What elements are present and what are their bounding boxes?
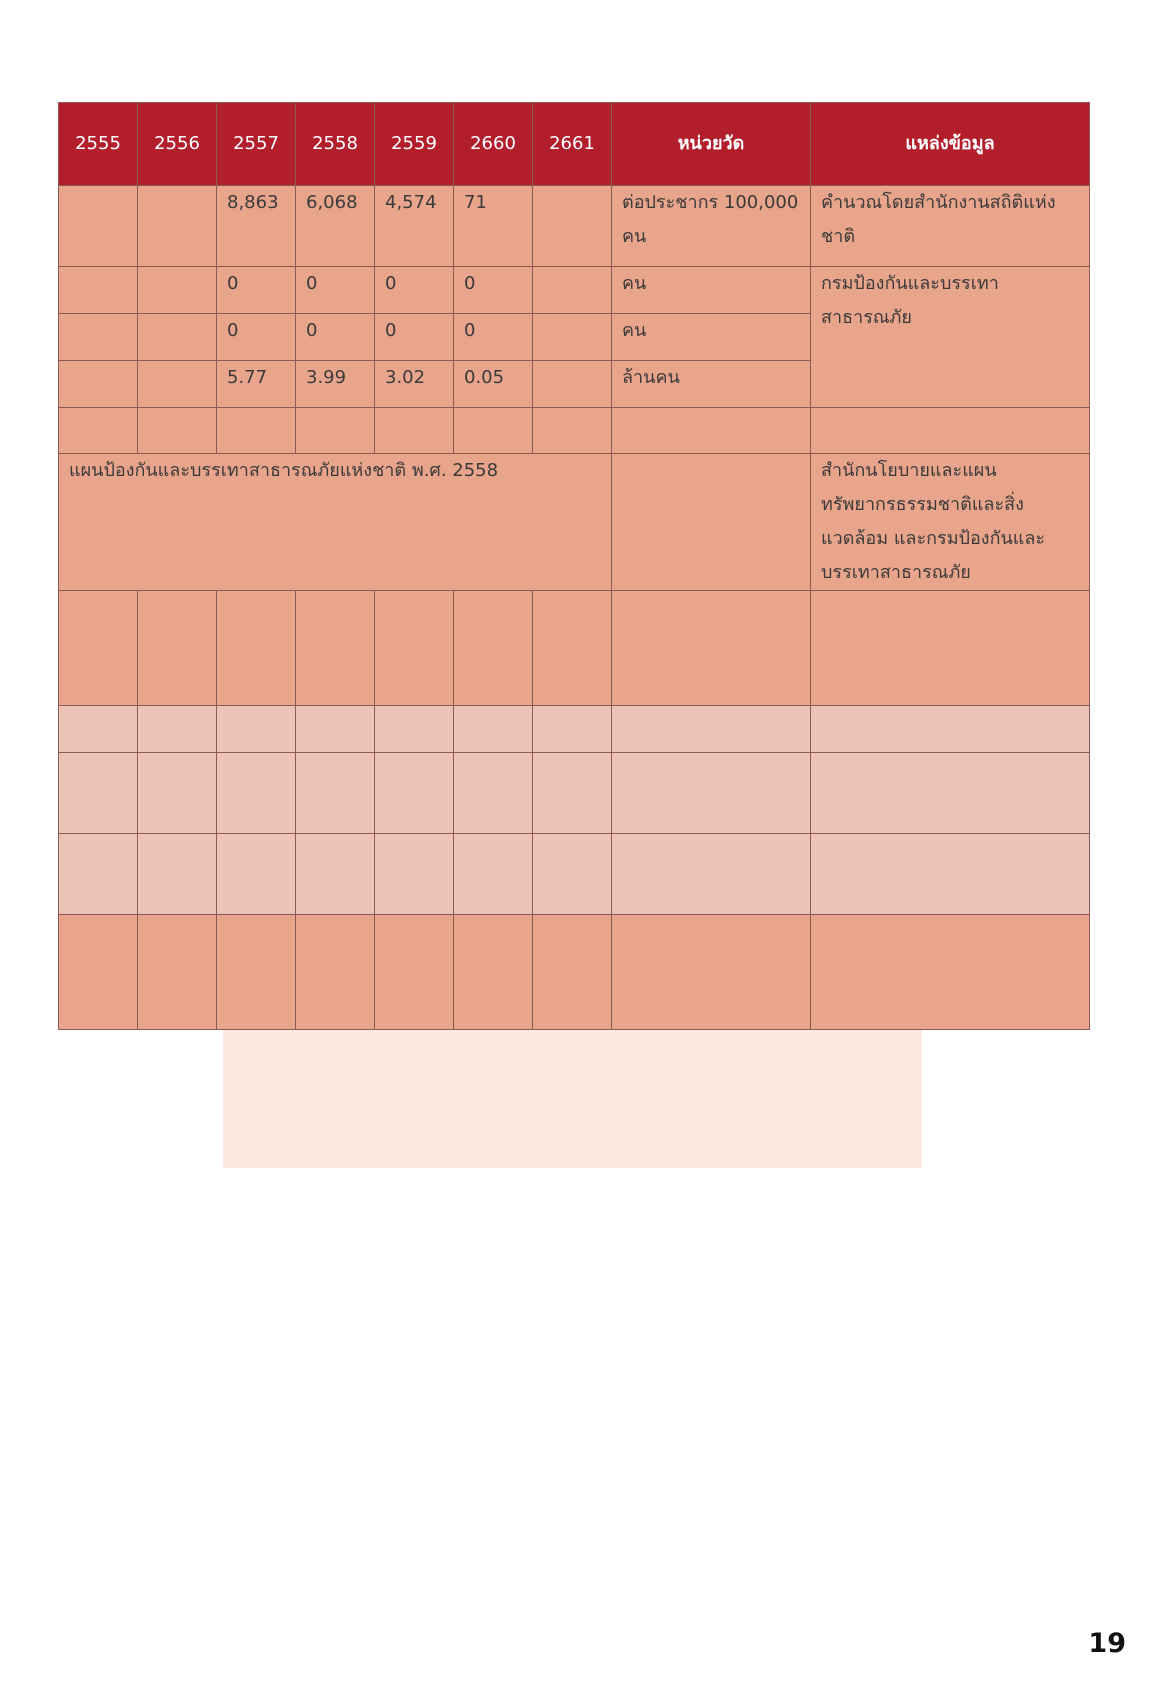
table-cell: [454, 753, 533, 834]
table-cell: [454, 408, 533, 454]
table-cell: [296, 591, 375, 706]
table-cell: 0: [217, 267, 296, 314]
unit-cell: [612, 706, 811, 753]
table-cell: [59, 591, 138, 706]
table-cell: [296, 915, 375, 1030]
table-cell: [454, 591, 533, 706]
table-cell: [533, 753, 612, 834]
table-row: [59, 915, 1090, 1030]
table-cell: [59, 408, 138, 454]
header-year: 2661: [533, 103, 612, 186]
table-cell: [138, 915, 217, 1030]
table-cell: 0: [296, 267, 375, 314]
table-cell: 8,863: [217, 186, 296, 267]
source-cell: [811, 834, 1090, 915]
table-cell: [59, 753, 138, 834]
table-cell: [533, 915, 612, 1030]
table-cell: 0: [454, 267, 533, 314]
table-row: [59, 706, 1090, 753]
page-number: 19: [1088, 1628, 1126, 1659]
table-cell: 0: [375, 314, 454, 361]
header-row: [59, 103, 1090, 186]
table-cell: [375, 915, 454, 1030]
table-cell: [296, 753, 375, 834]
table-cell: [217, 591, 296, 706]
header-year: 2557: [217, 103, 296, 186]
unit-cell: คน: [612, 267, 811, 314]
table-cell: [375, 591, 454, 706]
table-cell: 4,574: [375, 186, 454, 267]
table-cell: [59, 314, 138, 361]
table-cell: [59, 361, 138, 408]
table-cell: [533, 186, 612, 267]
table-cell: [533, 361, 612, 408]
table-cell: 0.05: [454, 361, 533, 408]
table-cell: [138, 408, 217, 454]
table-cell: [138, 834, 217, 915]
table-cell: [375, 408, 454, 454]
table-cell: [59, 186, 138, 267]
table-cell: [375, 706, 454, 753]
table-row: [59, 267, 1090, 314]
table-cell: [454, 706, 533, 753]
table-row: [59, 591, 1090, 706]
header-source: แหล่งข้อมูล: [811, 103, 1090, 186]
table-cell: [533, 591, 612, 706]
table-cell: [375, 834, 454, 915]
table-cell: [138, 314, 217, 361]
table-cell: [138, 267, 217, 314]
table-cell: [59, 706, 138, 753]
source-cell: [811, 753, 1090, 834]
table-cell: [217, 915, 296, 1030]
unit-cell: [612, 834, 811, 915]
header-year: 2559: [375, 103, 454, 186]
header-unit: หน่วยวัด: [612, 103, 811, 186]
table-cell: [59, 267, 138, 314]
table-row: [59, 408, 1090, 454]
table-cell: 0: [375, 267, 454, 314]
source-cell: [811, 408, 1090, 454]
table-cell: [533, 408, 612, 454]
table-cell: [138, 591, 217, 706]
table-cell: 71: [454, 186, 533, 267]
table-cell: [217, 753, 296, 834]
header-year: 2555: [59, 103, 138, 186]
source-cell: กรมป้องกันและบรรเทาสาธารณภัย: [811, 267, 1090, 408]
table-cell: [217, 408, 296, 454]
table-cell: [138, 753, 217, 834]
table-row: [59, 186, 1090, 267]
table-cell: [533, 267, 612, 314]
source-cell: [811, 915, 1090, 1030]
table-cell: [533, 706, 612, 753]
table-cell: 3.02: [375, 361, 454, 408]
table-cell: [59, 915, 138, 1030]
table-cell: [138, 186, 217, 267]
table-cell: 0: [296, 314, 375, 361]
header-year: 2556: [138, 103, 217, 186]
table-cell: [217, 834, 296, 915]
table-cell: [138, 706, 217, 753]
table-cell: [138, 361, 217, 408]
unit-cell: [612, 408, 811, 454]
plan-cell: แผนป้องกันและบรรเทาสาธารณภัยแห่งชาติ พ.ศ. 2558: [59, 454, 612, 591]
indicator-table: [58, 102, 1090, 1030]
table-cell: [454, 915, 533, 1030]
source-cell: คำนวณโดยสำนักงานสถิติแห่งชาติ: [811, 186, 1090, 267]
table-cell: [59, 834, 138, 915]
source-cell: [811, 706, 1090, 753]
header-year: 2558: [296, 103, 375, 186]
table-cell: [533, 314, 612, 361]
table-row: [59, 753, 1090, 834]
table-cell: 0: [217, 314, 296, 361]
table-cell: [217, 706, 296, 753]
table-cell: 5.77: [217, 361, 296, 408]
unit-cell: ล้านคน: [612, 361, 811, 408]
table-cell: [296, 834, 375, 915]
table-cell: [454, 834, 533, 915]
table-cell: 3.99: [296, 361, 375, 408]
unit-cell: [612, 753, 811, 834]
plan-row: [59, 454, 1090, 591]
table-cell: [296, 408, 375, 454]
header-year: 2660: [454, 103, 533, 186]
table-cell: [296, 706, 375, 753]
table-cell: [375, 753, 454, 834]
unit-cell: ต่อประชากร 100,000 คน: [612, 186, 811, 267]
table-cell: 0: [454, 314, 533, 361]
unit-cell: [612, 915, 811, 1030]
unit-cell: [612, 454, 811, 591]
source-cell: สำนักนโยบายและแผนทรัพยากรธรรมชาติและสิ่งแวดล้อม และกรมป้องกันและบรรเทาสาธารณภัย: [811, 454, 1090, 591]
unit-cell: คน: [612, 314, 811, 361]
table-cell: 6,068: [296, 186, 375, 267]
unit-cell: [612, 591, 811, 706]
source-cell: [811, 591, 1090, 706]
table-cell: [533, 834, 612, 915]
table-row: [59, 834, 1090, 915]
